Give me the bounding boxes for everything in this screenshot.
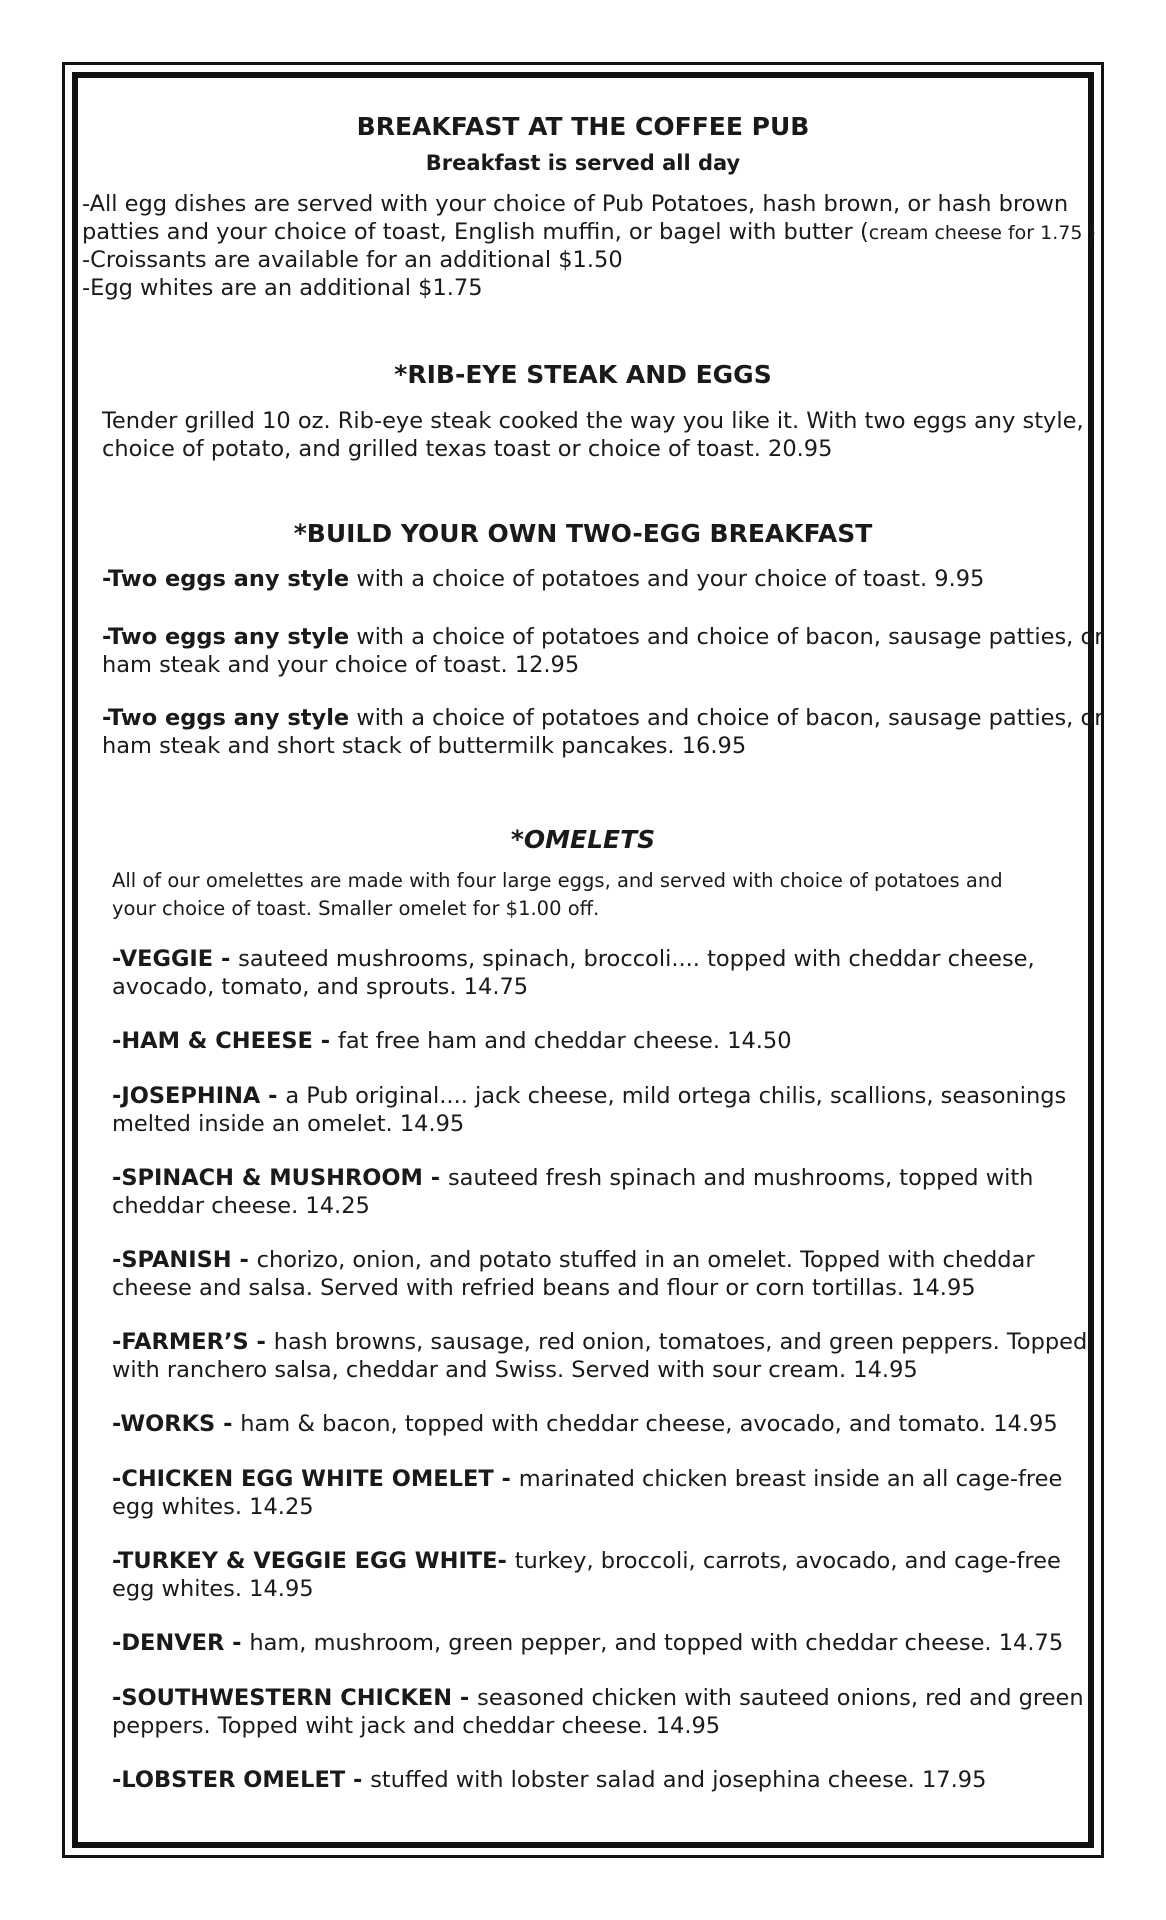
ribeye-title: *RIB-EYE STEAK AND EGGS xyxy=(394,360,772,389)
build-title: *BUILD YOUR OWN TWO-EGG BREAKFAST xyxy=(293,519,873,548)
omelet-item-spinach-mushroom-cont: cheddar cheese. 14.25 xyxy=(112,1193,370,1219)
omelet-item-denver: -DENVER - ham, mushroom, green pepper, and topped with cheddar cheese. 14.75 xyxy=(112,1630,1064,1656)
build-item-cont: ham steak and short stack of buttermilk pancakes. 16.95 xyxy=(102,733,747,759)
omelet-item-veggie: -VEGGIE - sauteed mushrooms, spinach, broccoli.... topped with cheddar cheese, xyxy=(112,946,1035,972)
build-item: -Two eggs any style with a choice of potatoes and choice of bacon, sausage patties, or xyxy=(102,624,1104,650)
omelet-item-farmers: -FARMER’S - hash browns, sausage, red onion, tomatoes, and green peppers. Topped xyxy=(112,1329,1088,1355)
page-title: BREAKFAST AT THE COFFEE PUB xyxy=(356,112,810,141)
build-item-cont: ham steak and your choice of toast. 12.95 xyxy=(102,652,580,678)
omelet-item-josephina: -JOSEPHINA - a Pub original.... jack cheese, mild ortega chilis, scallions, seasonings xyxy=(112,1083,1067,1109)
omelet-item-josephina-cont: melted inside an omelet. 14.95 xyxy=(112,1111,465,1137)
omelets-intro-2: your choice of toast. Smaller omelet for $1.00 off. xyxy=(112,897,600,920)
omelet-item-southwestern-chicken: -SOUTHWESTERN CHICKEN - seasoned chicken with sauteed onions, red and green xyxy=(112,1685,1084,1711)
omelet-item-chicken-egg-white-cont: egg whites. 14.25 xyxy=(112,1494,314,1520)
omelet-item-spanish: -SPANISH - chorizo, onion, and potato stuffed in an omelet. Topped with cheddar xyxy=(112,1247,1035,1273)
note-croissants: -Croissants are available for an additional $1.50 xyxy=(82,247,623,273)
omelet-item-chicken-egg-white: -CHICKEN EGG WHITE OMELET - marinated chicken breast inside an all cage-free xyxy=(112,1466,1063,1492)
build-item: -Two eggs any style with a choice of potatoes and your choice of toast. 9.95 xyxy=(102,566,985,592)
note-egg-dishes-cont: patties and your choice of toast, English muffin, or bagel with butter (cream cheese for 1.75 ) xyxy=(82,219,1096,245)
ribeye-desc-1: Tender grilled 10 oz. Rib-eye steak cooked the way you like it. With two eggs any style, xyxy=(102,408,1084,434)
omelet-item-southwestern-chicken-cont: peppers. Topped wiht jack and cheddar cheese. 14.95 xyxy=(112,1713,721,1739)
omelet-item-lobster: -LOBSTER OMELET - stuffed with lobster salad and josephina cheese. 17.95 xyxy=(112,1767,987,1793)
build-item: -Two eggs any style with a choice of potatoes and choice of bacon, sausage patties, or xyxy=(102,705,1104,731)
omelet-item-spinach-mushroom: -SPINACH & MUSHROOM - sauteed fresh spinach and mushrooms, topped with xyxy=(112,1165,1034,1191)
omelet-item-spanish-cont: cheese and salsa. Served with refried beans and flour or corn tortillas. 14.95 xyxy=(112,1275,976,1301)
note-egg-dishes: -All egg dishes are served with your choice of Pub Potatoes, hash brown, or hash brown xyxy=(82,191,1069,217)
omelets-intro-1: All of our omelettes are made with four large eggs, and served with choice of potatoes and xyxy=(112,869,1003,892)
page-subtitle: Breakfast is served all day xyxy=(425,151,741,175)
omelets-title: *OMELETS xyxy=(510,825,656,854)
omelet-item-turkey-veggie: -TURKEY & VEGGIE EGG WHITE- turkey, broccoli, carrots, avocado, and cage-free xyxy=(112,1548,1061,1574)
omelet-item-farmers-cont: with ranchero salsa, cheddar and Swiss. Served with sour cream. 14.95 xyxy=(112,1357,918,1383)
omelet-item-ham-cheese: -HAM & CHEESE - fat free ham and cheddar cheese. 14.50 xyxy=(112,1028,792,1054)
omelet-item-turkey-veggie-cont: egg whites. 14.95 xyxy=(112,1576,314,1602)
note-egg-whites: -Egg whites are an additional $1.75 xyxy=(82,275,483,301)
omelet-item-veggie-cont: avocado, tomato, and sprouts. 14.75 xyxy=(112,974,529,1000)
ribeye-desc-2: choice of potato, and grilled texas toast or choice of toast. 20.95 xyxy=(102,436,833,462)
omelet-item-works: -WORKS - ham & bacon, topped with cheddar cheese, avocado, and tomato. 14.95 xyxy=(112,1411,1058,1437)
